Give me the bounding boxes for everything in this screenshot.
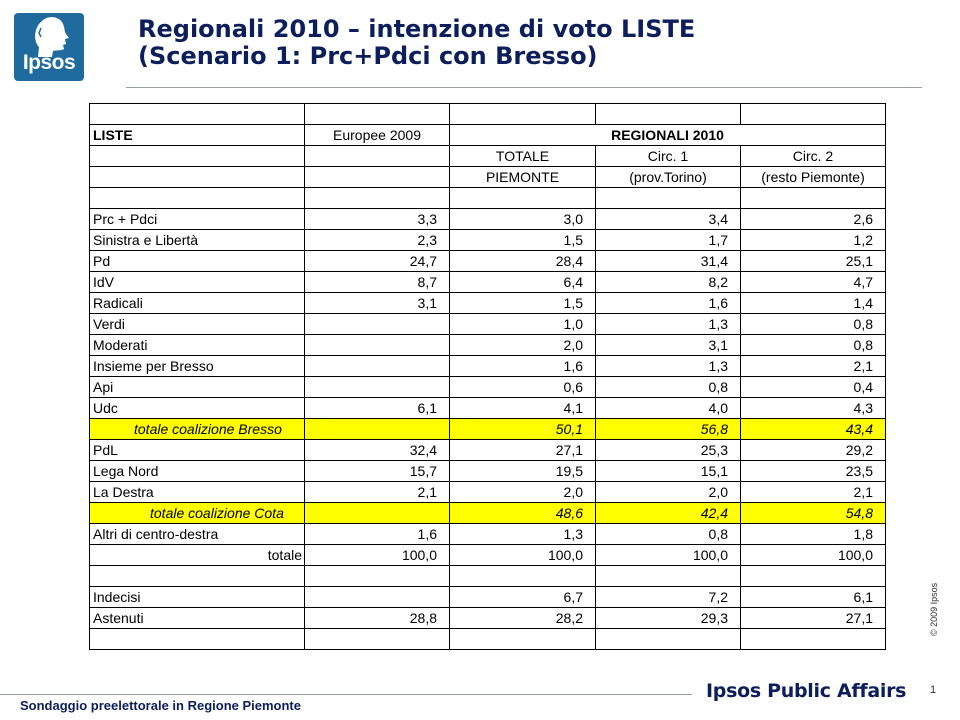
cell-totale: 27,1: [450, 440, 596, 461]
table-row: [90, 440, 886, 461]
table-row: [90, 566, 886, 587]
cell-totale: 1,5: [450, 230, 596, 251]
total-cota-row: [90, 503, 886, 524]
voting-table: [89, 103, 886, 650]
row-label: Astenuti: [90, 608, 305, 629]
footer-survey-title: Sondaggio preelettorale in Regione Piemonte: [20, 698, 301, 713]
table-row: [90, 356, 886, 377]
cell-circ2: 29,2: [741, 440, 886, 461]
cell-circ2: 0,8: [741, 314, 886, 335]
cell-totale: 6,7: [450, 587, 596, 608]
cell-circ2: 2,1: [741, 482, 886, 503]
row-label: La Destra: [90, 482, 305, 503]
cell-circ1: 0,8: [596, 377, 741, 398]
table-row: [90, 314, 886, 335]
cell-circ2: 1,8: [741, 524, 886, 545]
cell-totale: 2,0: [450, 335, 596, 356]
cell-circ1: 1,3: [596, 314, 741, 335]
table-row: [90, 251, 886, 272]
cell-circ2: 0,4: [741, 377, 886, 398]
row-label: totale coalizione Cota: [90, 503, 305, 524]
row-label: totale coalizione Bresso: [90, 419, 305, 440]
row-label: Indecisi: [90, 587, 305, 608]
header-regionali: REGIONALI 2010: [450, 125, 886, 146]
cell-circ1: 29,3: [596, 608, 741, 629]
cell-circ2: 4,7: [741, 272, 886, 293]
header-europee: Europee 2009: [305, 125, 450, 146]
cell-circ2: 54,8: [741, 503, 886, 524]
logo-text: Ipsos: [22, 51, 76, 74]
header-circ2: Circ. 2: [741, 146, 886, 167]
header-piemonte: PIEMONTE: [450, 167, 596, 188]
cell-europee: [305, 335, 450, 356]
cell-europee: [305, 377, 450, 398]
cell-europee: 6,1: [305, 398, 450, 419]
row-label: Moderati: [90, 335, 305, 356]
header-row: [90, 125, 886, 146]
footer-divider: [0, 694, 692, 695]
cell-circ2: 100,0: [741, 545, 886, 566]
page-number: 1: [930, 684, 937, 696]
row-label: Verdi: [90, 314, 305, 335]
cell-circ1: 15,1: [596, 461, 741, 482]
row-label: Altri di centro-destra: [90, 524, 305, 545]
total-bresso-row: [90, 419, 886, 440]
astenuti-row: [90, 608, 886, 629]
header-circ2-area: (resto Piemonte): [741, 167, 886, 188]
cell-europee: 100,0: [305, 545, 450, 566]
cell-circ1: 1,6: [596, 293, 741, 314]
table-row: [90, 461, 886, 482]
header-liste: LISTE: [90, 125, 305, 146]
cell-totale: 6,4: [450, 272, 596, 293]
cell-circ2: 23,5: [741, 461, 886, 482]
cell-europee: 28,8: [305, 608, 450, 629]
row-label: Lega Nord: [90, 461, 305, 482]
row-label: totale: [90, 545, 305, 566]
cell-circ1: 42,4: [596, 503, 741, 524]
centre-right-rows: [90, 440, 886, 503]
cell-circ1: 56,8: [596, 419, 741, 440]
cell-totale: 2,0: [450, 482, 596, 503]
cell-circ1: 4,0: [596, 398, 741, 419]
table-row: [90, 209, 886, 230]
table-row: [90, 230, 886, 251]
cell-europee: 3,3: [305, 209, 450, 230]
cell-circ1: 3,1: [596, 335, 741, 356]
table-row: [90, 629, 886, 650]
title-line-2: (Scenario 1: Prc+Pdci con Bresso): [138, 42, 598, 70]
row-label: Pd: [90, 251, 305, 272]
table-row: [90, 293, 886, 314]
header-circ1-area: (prov.Torino): [596, 167, 741, 188]
cell-totale: 100,0: [450, 545, 596, 566]
cell-circ2: 43,4: [741, 419, 886, 440]
cell-circ1: 0,8: [596, 524, 741, 545]
cell-europee: [305, 314, 450, 335]
row-label: IdV: [90, 272, 305, 293]
cell-europee: 24,7: [305, 251, 450, 272]
page-title: [138, 16, 928, 70]
cell-circ1: 1,7: [596, 230, 741, 251]
cell-circ1: 25,3: [596, 440, 741, 461]
cell-europee: 32,4: [305, 440, 450, 461]
row-label: Udc: [90, 398, 305, 419]
cell-europee: [305, 587, 450, 608]
totale-row: [90, 545, 886, 566]
cell-totale: 4,1: [450, 398, 596, 419]
cell-totale: 28,2: [450, 608, 596, 629]
row-label: Radicali: [90, 293, 305, 314]
cell-totale: 1,5: [450, 293, 596, 314]
cell-circ1: 8,2: [596, 272, 741, 293]
table-row: [90, 377, 886, 398]
cell-circ2: 4,3: [741, 398, 886, 419]
row-label: Insieme per Bresso: [90, 356, 305, 377]
altri-row: [90, 524, 886, 545]
cell-totale: 1,3: [450, 524, 596, 545]
table-row: [90, 398, 886, 419]
row-label: Sinistra e Libertà: [90, 230, 305, 251]
cell-circ1: 100,0: [596, 545, 741, 566]
cell-circ2: 2,6: [741, 209, 886, 230]
cell-totale: 50,1: [450, 419, 596, 440]
table-row: [90, 272, 886, 293]
cell-europee: 15,7: [305, 461, 450, 482]
table-row: [90, 188, 886, 209]
header-row: [90, 146, 886, 167]
cell-europee: 8,7: [305, 272, 450, 293]
centre-left-rows: [90, 209, 886, 419]
cell-europee: [305, 356, 450, 377]
cell-circ2: 0,8: [741, 335, 886, 356]
table-row: [90, 482, 886, 503]
table-row: [90, 104, 886, 125]
header-row: [90, 167, 886, 188]
cell-europee: 2,1: [305, 482, 450, 503]
cell-totale: 1,6: [450, 356, 596, 377]
cell-totale: 0,6: [450, 377, 596, 398]
title-divider: [126, 87, 922, 88]
row-label: Prc + Pdci: [90, 209, 305, 230]
cell-totale: 19,5: [450, 461, 596, 482]
footer-brand: Ipsos Public Affairs: [706, 680, 907, 702]
cell-circ1: 3,4: [596, 209, 741, 230]
table-row: [90, 335, 886, 356]
header-totale: TOTALE: [450, 146, 596, 167]
cell-circ2: 1,2: [741, 230, 886, 251]
cell-europee: 1,6: [305, 524, 450, 545]
cell-circ2: 1,4: [741, 293, 886, 314]
cell-circ2: 6,1: [741, 587, 886, 608]
title-line-1: Regionali 2010 – intenzione di voto LISTE: [138, 15, 696, 43]
cell-circ2: 2,1: [741, 356, 886, 377]
cell-totale: 1,0: [450, 314, 596, 335]
cell-circ1: 31,4: [596, 251, 741, 272]
row-label: Api: [90, 377, 305, 398]
copyright-text: © 2009 Ipsos: [929, 582, 939, 636]
cell-circ2: 25,1: [741, 251, 886, 272]
indecisi-row: [90, 587, 886, 608]
cell-europee: 3,1: [305, 293, 450, 314]
ipsos-logo: [14, 13, 84, 81]
cell-totale: 3,0: [450, 209, 596, 230]
cell-circ2: 27,1: [741, 608, 886, 629]
cell-totale: 48,6: [450, 503, 596, 524]
row-label: PdL: [90, 440, 305, 461]
cell-circ1: 2,0: [596, 482, 741, 503]
header-circ1: Circ. 1: [596, 146, 741, 167]
cell-totale: 28,4: [450, 251, 596, 272]
cell-circ1: 1,3: [596, 356, 741, 377]
cell-circ1: 7,2: [596, 587, 741, 608]
cell-europee: 2,3: [305, 230, 450, 251]
